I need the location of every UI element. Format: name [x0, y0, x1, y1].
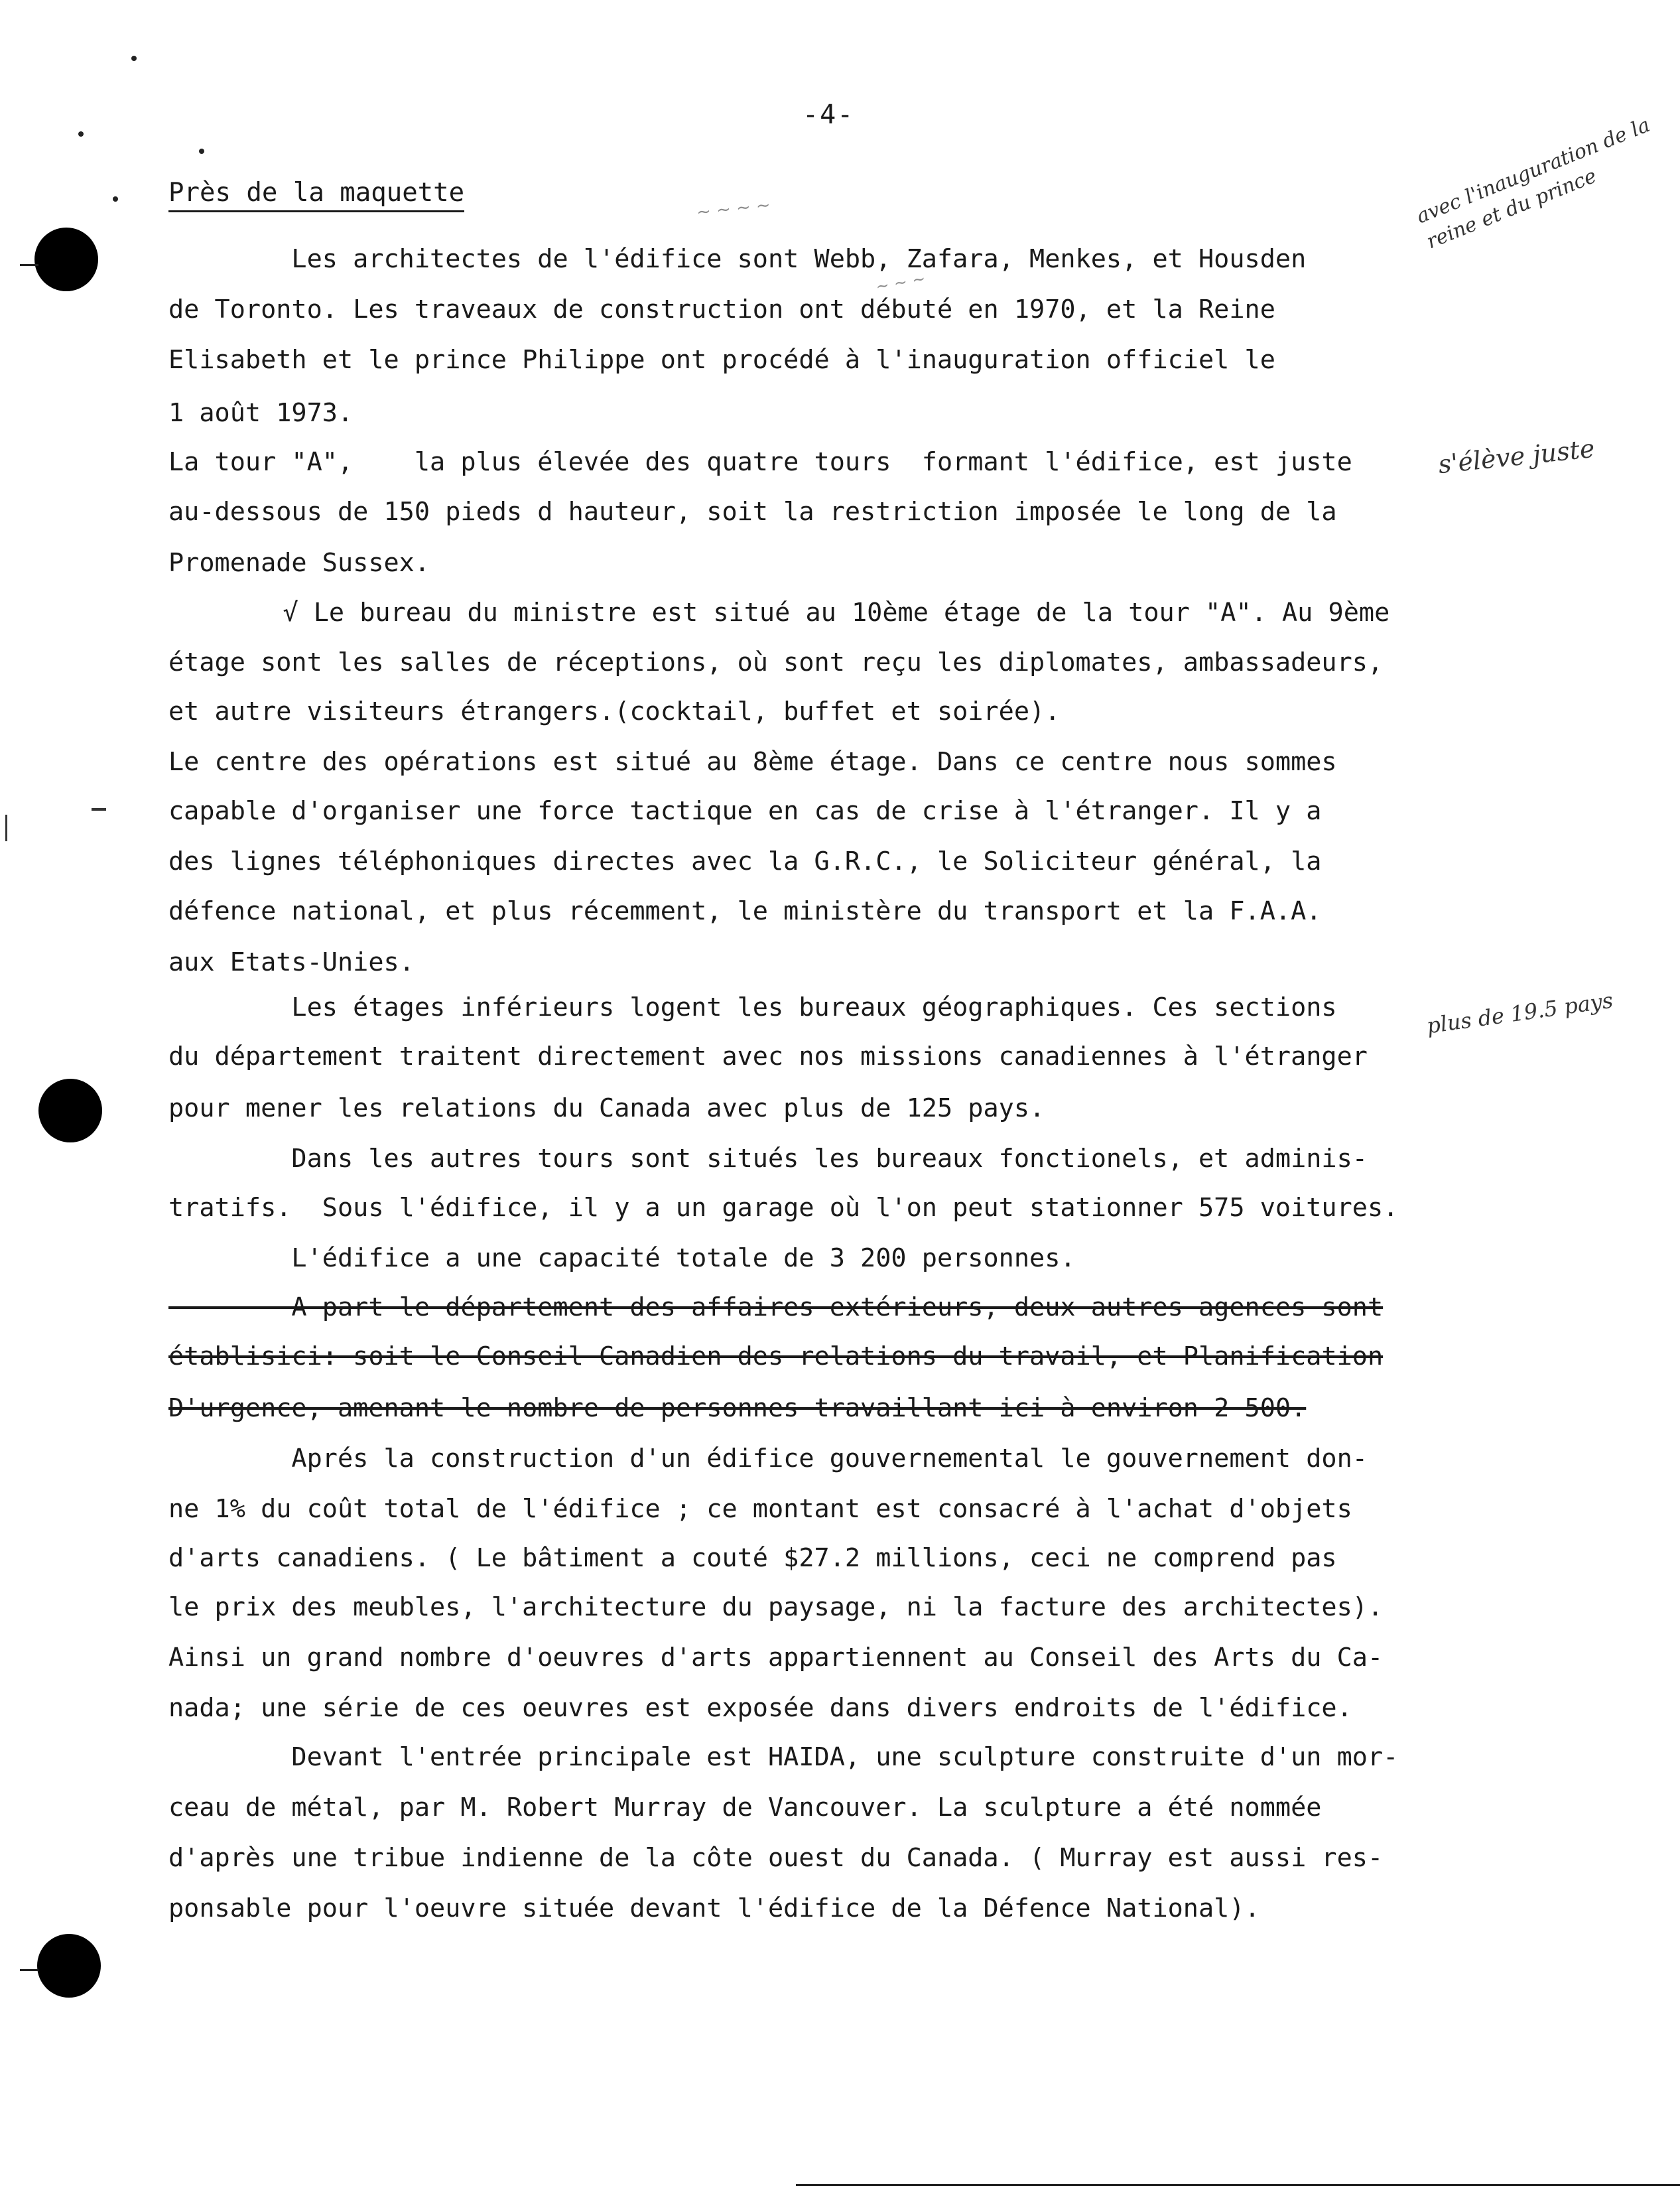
text-line: étage sont les salles de réceptions, où sont reçu les diplomates, ambassadeurs, — [168, 648, 1384, 677]
text-line: Elisabeth et le prince Philippe ont procédé à l'inauguration officiel le — [168, 345, 1275, 375]
text-line: le prix des meubles, l'architecture du paysage, ni la facture des architectes). — [168, 1592, 1384, 1622]
scan-speck — [131, 56, 137, 61]
scan-edge-mark — [92, 808, 106, 811]
binder-hole-top — [34, 228, 98, 291]
text-line: aux Etats-Unies. — [168, 947, 415, 977]
binder-hole-mark — [20, 264, 38, 266]
text-line: ceau de métal, par M. Robert Murray de Vancouver. La sculpture a été nommée — [168, 1793, 1322, 1822]
text-line: Dans les autres tours sont situés les bureaux fonctionels, et adminis- — [168, 1144, 1368, 1174]
text-line: Le centre des opérations est situé au 8ème étage. Dans ce centre nous sommes — [168, 747, 1337, 777]
section-heading: Près de la maquette — [168, 178, 464, 212]
scan-speck — [199, 149, 204, 154]
text-line: La tour "A", la plus élevée des quatre tours formant l'édifice, est juste — [168, 447, 1352, 477]
text-line: au-dessous de 150 pieds d hauteur, soit la restriction imposée le long de la — [168, 497, 1337, 527]
page-number: -4- — [803, 100, 855, 130]
scan-speck — [113, 196, 118, 202]
text-line: capable d'organiser une force tactique en cas de crise à l'étranger. Il y a — [168, 796, 1322, 826]
text-line: Les architectes de l'édifice sont Webb, Zafara, Menkes, et Housden — [168, 244, 1307, 274]
bottom-rule — [796, 2184, 1680, 2186]
text-line: 1 août 1973. — [168, 398, 354, 428]
text-line: √ Le bureau du ministre est situé au 10ème étage de la tour "A". Au 9ème — [252, 598, 1390, 628]
handwritten-note: s'élève juste — [1437, 433, 1596, 480]
binder-hole-bottom — [37, 1934, 101, 1998]
scan-speck — [78, 131, 84, 137]
handwritten-note: avec l'inauguration de la reine et du prince — [1413, 113, 1653, 253]
text-line: d'après une tribue indienne de la côte ouest du Canada. ( Murray est aussi res- — [168, 1843, 1384, 1873]
struck-text-line: A part le département des affaires extérieurs, deux autres agences sont — [168, 1292, 1384, 1322]
text-line: L'édifice a une capacité totale de 3 200 personnes. — [168, 1243, 1076, 1273]
struck-text-line: D'urgence, amenant le nombre de personnes travaillant ici à environ 2 500. — [168, 1393, 1307, 1423]
faint-scribble: ~ ~ ~ — [874, 269, 927, 297]
text-line: Aprés la construction d'un édifice gouvernemental le gouvernement don- — [168, 1444, 1368, 1473]
text-line: ponsable pour l'oeuvre située devant l'édifice de la Défence National). — [168, 1893, 1260, 1923]
text-line: du département traitent directement avec nos missions canadiennes à l'étranger — [168, 1042, 1368, 1071]
binder-hole-mark — [20, 1969, 38, 1971]
handwritten-note: plus de 19.5 pays — [1425, 987, 1615, 1039]
text-line: ne 1% du coût total de l'édifice ; ce montant est consacré à l'achat d'objets — [168, 1494, 1352, 1524]
scan-edge-mark — [5, 815, 7, 841]
text-line: tratifs. Sous l'édifice, il y a un garage où l'on peut stationner 575 voitures. — [168, 1193, 1399, 1223]
text-line: défence national, et plus récemment, le ministère du transport et la F.A.A. — [168, 896, 1322, 926]
text-line: Promenade Sussex. — [168, 548, 430, 578]
text-line: Ainsi un grand nombre d'oeuvres d'arts appartiennent au Conseil des Arts du Ca- — [168, 1643, 1384, 1673]
text-line: des lignes téléphoniques directes avec la G.R.C., le Soliciteur général, la — [168, 847, 1322, 876]
text-line: de Toronto. Les traveaux de construction ont débuté en 1970, et la Reine — [168, 295, 1275, 324]
text-line: nada; une série de ces oeuvres est exposée dans divers endroits de l'édifice. — [168, 1693, 1352, 1723]
binder-hole-middle — [38, 1079, 102, 1142]
text-line: Les étages inférieurs logent les bureaux géographiques. Ces sections — [168, 992, 1337, 1022]
text-line: et autre visiteurs étrangers.(cocktail, buffet et soirée). — [168, 697, 1061, 726]
faint-scribble: ~ ~ ~ ~ — [695, 195, 772, 223]
struck-text-line: établisici: soit le Conseil Canadien des relations du travail, et Planification — [168, 1341, 1384, 1371]
text-line: Devant l'entrée principale est HAIDA, une sculpture construite d'un mor- — [168, 1742, 1399, 1772]
text-line: d'arts canadiens. ( Le bâtiment a couté $27.2 millions, ceci ne comprend pas — [168, 1543, 1337, 1573]
text-line: pour mener les relations du Canada avec plus de 125 pays. — [168, 1093, 1045, 1123]
